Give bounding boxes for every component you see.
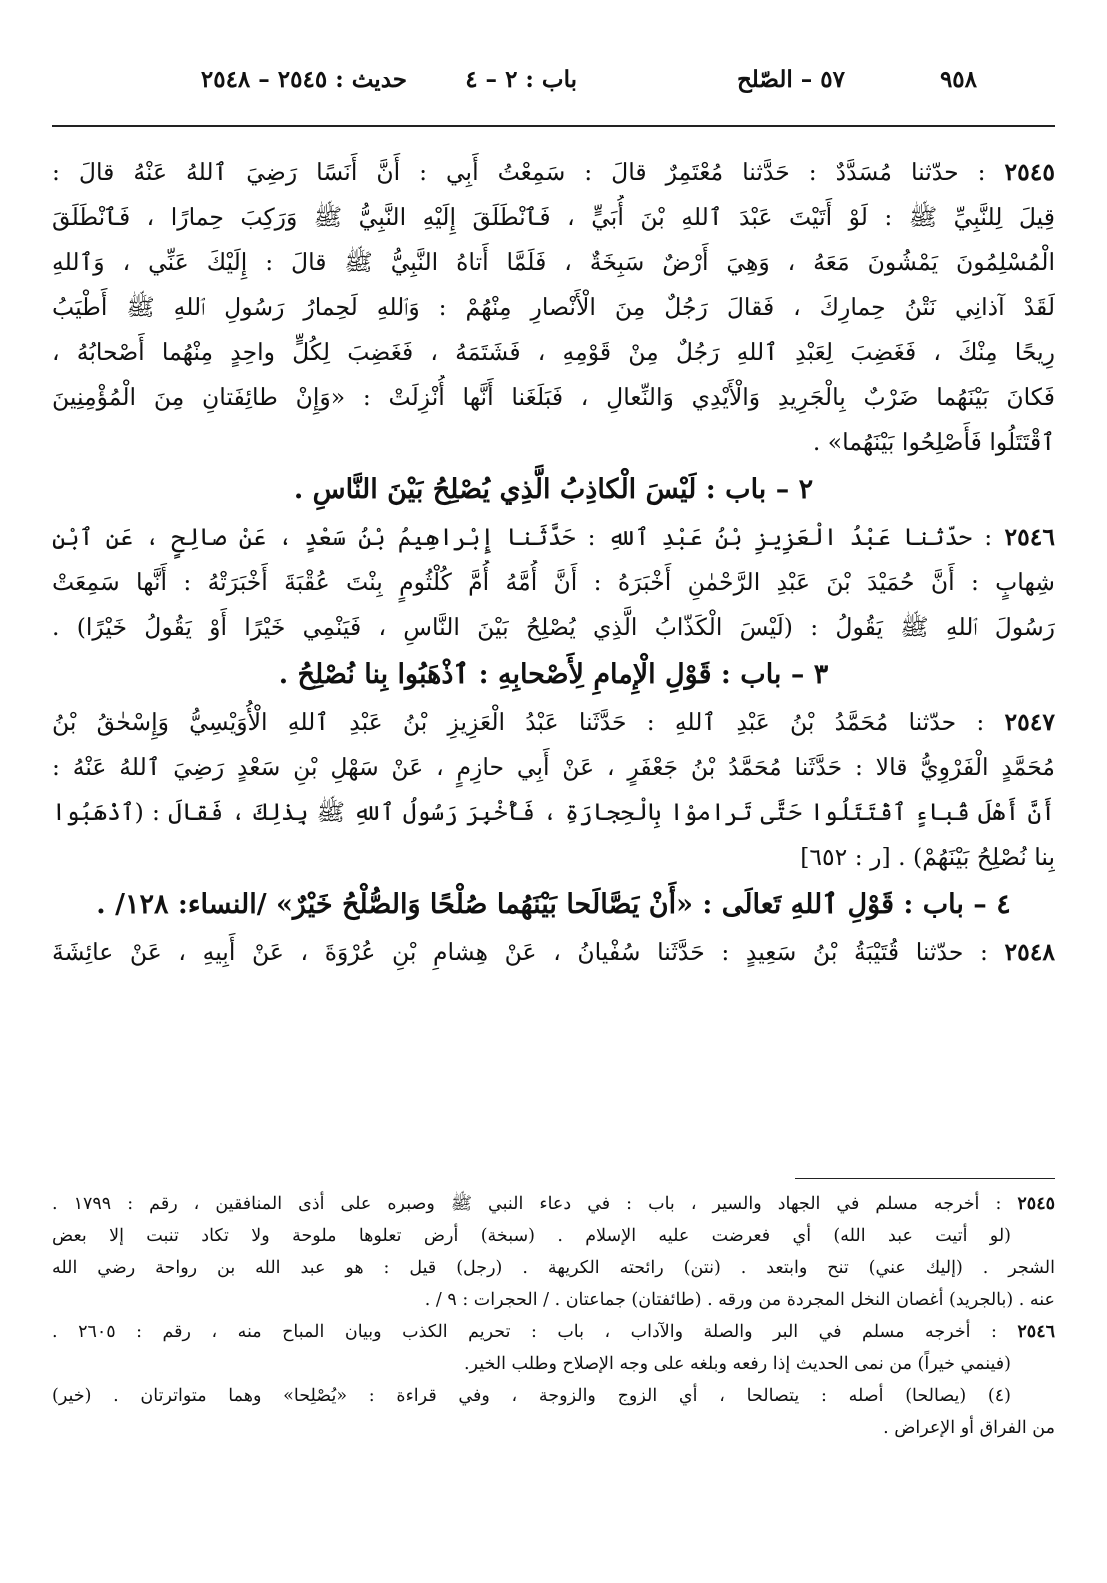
hadith-line: ٢٥٤٦ : حدّثنا عَبْدُ الْعَزِيزِ بْنُ عَبْدِ ٱللهِ : حَدَّثَنا إِبْراهِيمُ بْنُ سَعْدٍ ، عَنْ صالِحٍ ، عَنِ ٱبْنِ: [52, 523, 1055, 551]
hadith-line: ٢٥٤٥ : حدّثنا مُسَدَّدٌ : حَدَّثنا مُعْتَمِرٌ قالَ : سَمِعْتُ أَبِي : أَنَّ أَنَسًا رَضِيَ ٱللهُ عَنْهُ قالَ :: [52, 158, 1055, 186]
hadith-line: ٢٥٤٧ : حدّثنا مُحَمَّدُ بْنُ عَبْدِ ٱللهِ : حَدَّثَنا عَبْدُ الْعَزِيزِ بْنُ عَبْدِ ٱللهِ الْأُوَيْسِيُّ وَإِسْحٰقُ بْنُ: [52, 708, 1055, 736]
hadith-line: رِيحًا مِنْكَ ، فَغَضِبَ لِعَبْدِ ٱللهِ رَجُلٌ مِنْ قَوْمِهِ ، فَشَتَمَهُ ، فَغَضِبَ لِكُلٍّ واحِدٍ مِنْهُما أَصْحابُهُ ،: [52, 338, 1055, 366]
header-rule: [52, 125, 1055, 127]
footnotes: [52, 1188, 1055, 1444]
hadith-line: أَنَّ أَهْلَ قُباءٍ ٱقْتَتَلُوا حَتَّى تَراموْا بِالْحِجارَةِ ، فَأُخْبِرَ رَسُولُ ٱللهِ ﷺ بِذٰلِكَ ، فَقالَ : (ٱذْهَبُوا: [52, 798, 1055, 826]
hadith-2545: [52, 150, 1055, 465]
chapter-heading-4: ٤ – باب : قَوْلِ ٱللهِ تَعالَى : «أَنْ يَصَّالَحا بَيْنَهُما صُلْحًا وَالصُّلْحُ خَيْرٌ» /النساء: ١٢٨/ .: [96, 889, 1011, 920]
footnote-line: (فينمي خيراً) من نمى الحديث إذا رفعه وبلغه على وجه الإصلاح وطلب الخير.: [463, 1354, 1011, 1374]
page-header: [0, 66, 1107, 106]
hadith-2547: [52, 700, 1055, 880]
footnote-line: (٤) (يصالحا) أصله : يتصالحا ، أي الزوج والزوجة ، وفي قراءة : «يُصْلِحا» وهما متواترتان . (خير): [52, 1386, 1011, 1406]
main-text: [52, 150, 1055, 975]
footnote-line: عنه . (بالجريد) أغصان النخل المجردة من ورقه . (طائفتان) جماعتان . / الحجرات : ٩ / .: [424, 1290, 1055, 1310]
hadith-number: ٢٥٤٨: [1004, 938, 1055, 966]
book-title: ٥٧ – الصّلح: [736, 66, 845, 93]
hadith-line: قِيلَ لِلنَّبِيِّ ﷺ : لَوْ أَتَيْتَ عَبْدَ ٱللهِ بْنَ أُبَيٍّ ، فَٱنْطَلَقَ إِلَيْهِ النَّبِيُّ ﷺ وَرَكِبَ حِمارًا ، فَٱنْطَلَقَ: [52, 203, 1055, 231]
footnote-line: ٢٥٤٥ : أخرجه مسلم في الجهاد والسير ، باب : في دعاء النبي ﷺ وصبره على أذى المنافقين ، رقم : ١٧٩٩ .: [52, 1194, 1055, 1214]
chapter-heading-3: ٣ – باب : قَوْلِ الْإِمامِ لِأَصْحابِهِ : ٱذْهَبُوا بِنا نُصْلِحُ .: [278, 659, 829, 690]
hadith-line: الْمُسْلِمُونَ يَمْشُونَ مَعَهُ ، وَهِيَ أَرْضٌ سَبِخَةٌ ، فَلَمَّا أَتاهُ النَّبِيُّ ﷺ قالَ : إِلَيْكَ عَنِّي ، وَٱللهِ: [52, 248, 1055, 276]
page-number: ٩٥٨: [939, 66, 977, 93]
footnote-line: ٢٥٤٦ : أخرجه مسلم في البر والصلة والآداب ، باب : تحريم الكذب وبيان المباح منه ، رقم : ٢٦٠٥ .: [52, 1322, 1055, 1342]
footnote-line: (لو أتيت عبد الله) أي فعرضت عليه الإسلام . (سبخة) أرض تعلوها ملوحة ولا تكاد تنبت إلا بعض: [52, 1226, 1011, 1246]
hadith-line: لَقَدْ آذانِي نَتْنُ حِمارِكَ ، فَقالَ رَجُلٌ مِنَ الْأَنْصارِ مِنْهُمْ : وَٱللهِ لَحِمارُ رَسُولِ ٱللهِ ﷺ أَطْيَبُ: [52, 293, 1055, 321]
hadith-line: رَسُولَ ٱللهِ ﷺ يَقُولُ : (لَيْسَ الْكَذّابُ الَّذِي يُصْلِحُ بَيْنَ النَّاسِ ، فَيَنْمِي خَيْرًا أَوْ يَقُولُ خَيْرًا) .: [52, 613, 1055, 641]
hadith-number: ٢٥٤٧: [1004, 708, 1055, 736]
hadith-line: ٱقْتَتَلُوا فَأَصْلِحُوا بَيْنَهُما» .: [812, 428, 1055, 456]
hadith-2548: [52, 930, 1055, 975]
footnote-number: ٢٥٤٦: [1017, 1322, 1055, 1342]
hadith-line: شِهابٍ : أَنَّ حُمَيْدَ بْنَ عَبْدِ الرَّحْمٰنِ أَخْبَرَهُ : أَنَّ أُمَّهُ أُمَّ كُلْثُومٍ بِنْتَ عُقْبَةَ أَخْبَرَتْهُ : أَنَّها سَمِعَتْ: [52, 568, 1055, 596]
footnote-line: الشجر . (إليك عني) تنح وابتعد . (نتن) رائحته الكريهة . (رجل) قيل : هو عبد الله بن رواحة رضي الله: [52, 1258, 1055, 1278]
hadith-number: ٢٥٤٦: [1004, 523, 1055, 551]
hadith-range: حديث : ٢٥٤٥ – ٢٥٤٨: [200, 66, 407, 93]
chapter-heading-2: ٢ – باب : لَيْسَ الْكاذِبُ الَّذِي يُصْلِحُ بَيْنَ النَّاسِ .: [293, 474, 814, 505]
footnote-line: من الفراق أو الإعراض .: [883, 1418, 1055, 1438]
hadith-2546: [52, 515, 1055, 650]
footnote-rule: [795, 1178, 1055, 1179]
hadith-line: مُحَمَّدٍ الْفَرْوِيُّ قالا : حَدَّثَنا مُحَمَّدُ بْنُ جَعْفَرٍ ، عَنْ أَبِي حازِمٍ ، عَنْ سَهْلِ بْنِ سَعْدٍ رَضِيَ ٱللهُ عَنْهُ :: [52, 753, 1055, 781]
hadith-line: بِنا نُصْلِحُ بَيْنَهُمْ) . [ر : ٦٥٢]: [800, 843, 1055, 871]
hadith-line: فَكانَ بَيْنَهُما ضَرْبٌ بِالْجَرِيدِ وَالْأَيْدِي وَالنِّعالِ ، فَبَلَغَنا أَنَّها أُنْزِلَتْ : «وَإِنْ طائِفَتانِ مِنَ الْمُؤْمِنِينَ: [52, 383, 1055, 411]
footnote-number: ٢٥٤٥: [1017, 1194, 1055, 1214]
chapter-range: باب : ٢ – ٤: [465, 66, 577, 93]
hadith-line: ٢٥٤٨ : حدّثنا قُتَيْبَةُ بْنُ سَعِيدٍ : حَدَّثَنا سُفْيانُ ، عَنْ هِشامِ بْنِ عُرْوَةَ ، عَنْ أَبِيهِ ، عَنْ عائِشَةَ: [52, 938, 1055, 966]
hadith-number: ٢٥٤٥: [1004, 158, 1055, 186]
